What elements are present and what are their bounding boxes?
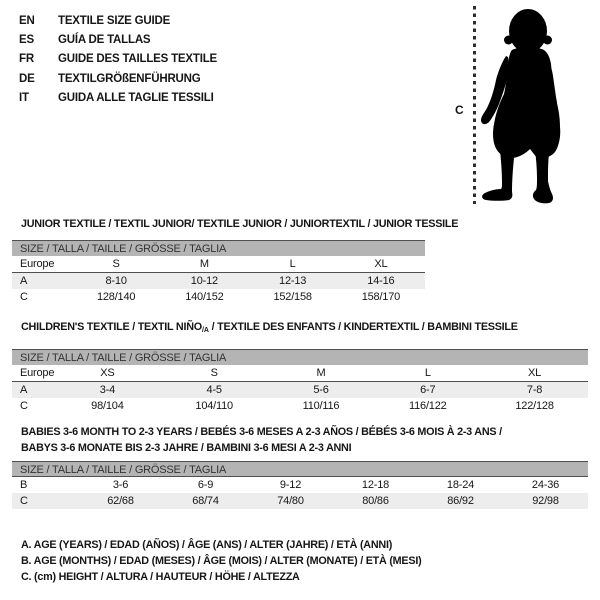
language-row-fr	[19, 50, 217, 69]
size-cell: 74/80	[277, 495, 304, 507]
row-label: Europe	[20, 367, 55, 379]
size-cell: 3-6	[112, 479, 129, 491]
size-cell: 140/152	[185, 291, 224, 303]
children-size-table	[12, 349, 588, 414]
size-cell: 7-8	[526, 384, 543, 396]
size-cell: 9-12	[279, 479, 302, 491]
size-cell: 158/170	[361, 291, 401, 303]
size-cell: M	[316, 367, 326, 379]
babies-section-title	[21, 424, 502, 456]
babies-size-table	[12, 461, 588, 509]
row-label: A	[20, 275, 28, 287]
size-cell: L	[289, 258, 296, 270]
children-title-pre: CHILDREN'S TEXTILE / TEXTIL NIÑO	[21, 321, 202, 333]
children-title-subscript: /A	[201, 327, 209, 334]
size-cell: 80/86	[362, 495, 389, 507]
table-row	[12, 398, 588, 414]
language-code: ES	[19, 33, 34, 46]
size-header-bar: SIZE / TALLA / TAILLE / GRÖSSE / TAGLIA	[12, 349, 588, 365]
measure-c-label: C	[455, 103, 464, 117]
row-label: C	[20, 495, 28, 507]
language-row-es	[19, 30, 217, 49]
language-code: EN	[19, 14, 35, 27]
size-cell: XL	[528, 367, 542, 379]
size-cell: 12-18	[361, 479, 390, 491]
children-title-post: / TEXTILE DES ENFANTS / KINDERTEXTIL / BAMBINI TESSILE	[208, 321, 518, 333]
row-label: C	[20, 400, 28, 412]
size-cell: M	[199, 258, 209, 270]
size-cell: 24-36	[531, 479, 560, 491]
junior-size-table	[12, 240, 425, 305]
size-cell: 128/140	[96, 291, 136, 303]
size-header-bar: SIZE / TALLA / TAILLE / GRÖSSE / TAGLIA	[12, 240, 425, 256]
babies-title-line-2: BABYS 3-6 MONATE BIS 2-3 JAHRE / BAMBINI 3-6 MESI A 2-3 ANNI	[21, 442, 352, 454]
guide-title: TEXTILE SIZE GUIDE	[58, 14, 171, 27]
language-row-it	[19, 88, 217, 107]
size-cell: L	[424, 367, 431, 379]
table-row	[12, 273, 425, 289]
note-b: B. AGE (MONTHS) / EDAD (MESES) / ÂGE (MOIS) / ALTER (MONATE) / ETÀ (MESI)	[21, 554, 422, 567]
size-cell: XS	[100, 367, 115, 379]
table-row	[12, 289, 425, 305]
babies-title-line-1: BABIES 3-6 MONTH TO 2-3 YEARS / BEBÉS 3-6 MESES A 2-3 AÑOS / BÉBÉS 3-6 MOIS À 2-3 ANS /	[21, 426, 502, 438]
size-cell: 122/128	[515, 400, 554, 412]
size-header-bar: SIZE / TALLA / TAILLE / GRÖSSE / TAGLIA	[12, 461, 588, 477]
row-label: Europe	[20, 258, 55, 270]
size-cell: 110/116	[302, 400, 340, 412]
toddler-silhouette-icon	[440, 0, 600, 212]
junior-section-title: JUNIOR TEXTILE / TEXTIL JUNIOR/ TEXTILE JUNIOR / JUNIORTEXTIL / JUNIOR TESSILE	[21, 218, 459, 230]
table-row	[12, 493, 588, 509]
row-label: C	[20, 291, 28, 303]
size-cell: 152/158	[273, 291, 312, 303]
size-cell: 98/104	[91, 400, 124, 412]
size-cell: 14-16	[367, 275, 395, 287]
size-cell: 5-6	[313, 384, 329, 396]
size-cell: XL	[374, 258, 388, 270]
language-title-list	[19, 11, 217, 107]
row-label: A	[20, 384, 28, 396]
language-code: IT	[19, 91, 29, 104]
guide-title: GUIDE DES TAILLES TEXTILE	[58, 53, 217, 66]
table-row	[12, 477, 588, 493]
table-row	[12, 382, 588, 398]
size-cell: 92/98	[532, 495, 559, 507]
size-cell: 68/74	[192, 495, 219, 507]
size-cell: 18-24	[446, 479, 475, 491]
height-measure-figure	[440, 0, 600, 212]
row-label: B	[20, 479, 28, 491]
guide-title: TEXTILGRÖßENFÜHRUNG	[58, 72, 201, 85]
size-cell: S	[210, 367, 218, 379]
size-cell: 8-10	[105, 275, 127, 287]
size-cell: 12-13	[279, 275, 307, 287]
guide-title: GUÍA DE TALLAS	[58, 33, 151, 46]
size-cell: 62/68	[107, 495, 134, 507]
table-row	[12, 365, 588, 382]
language-code: DE	[19, 72, 35, 85]
legend-notes	[21, 538, 421, 585]
guide-title: GUIDA ALLE TAGLIE TESSILI	[58, 91, 214, 104]
language-row-en	[19, 11, 217, 30]
note-c: C. (cm) HEIGHT / ALTURA / HAUTEUR / HÖHE / ALTEZZA	[21, 570, 300, 583]
language-row-de	[19, 69, 217, 88]
size-cell: 104/110	[195, 400, 233, 412]
size-cell: 6-7	[420, 384, 436, 396]
language-code: FR	[19, 53, 34, 66]
size-cell: 10-12	[190, 275, 218, 287]
table-row	[12, 256, 425, 273]
children-section-title	[21, 319, 518, 339]
note-a: A. AGE (YEARS) / EDAD (AÑOS) / ÂGE (ANS) / ALTER (JAHRE) / ETÀ (ANNI)	[21, 539, 393, 551]
size-cell: S	[112, 258, 120, 270]
size-cell: 86/92	[447, 495, 474, 507]
size-cell: 6-9	[197, 479, 214, 491]
size-cell: 4-5	[206, 384, 222, 396]
size-cell: 116/122	[409, 400, 447, 412]
size-cell: 3-4	[99, 384, 116, 396]
